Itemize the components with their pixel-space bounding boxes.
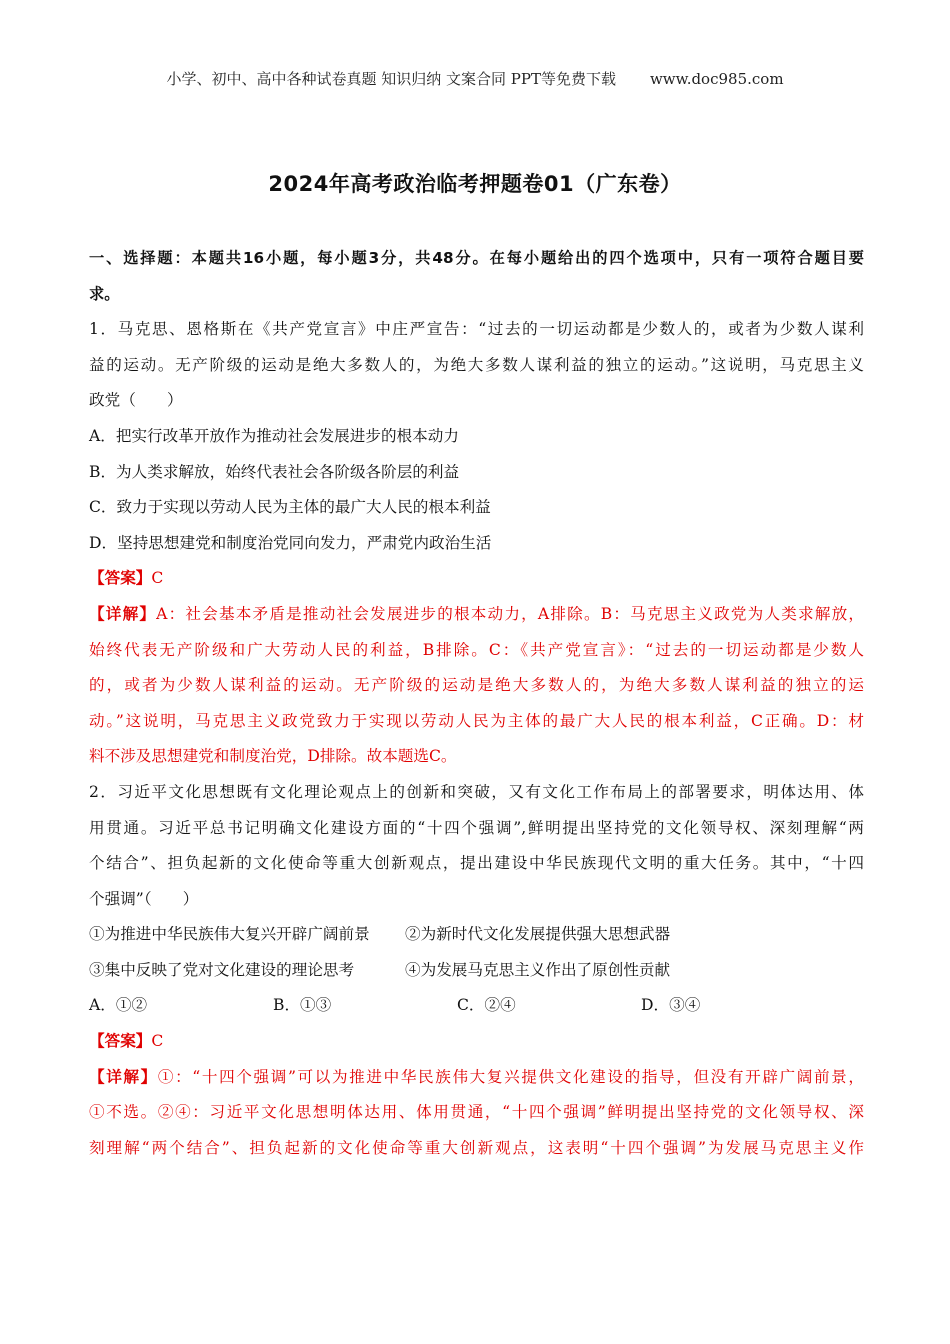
q2-stem-line-1: 2．习近平文化思想既有文化理论观点上的创新和突破，又有文化工作布局上的部署要求，明体达用、体	[89, 782, 864, 801]
q2-stem-line-3: 个结合”、担负起新的文化使命等重大创新观点，提出建设中华民族现代文明的重大任务。其中，“十四	[89, 854, 864, 873]
q2-option-a: A．①②	[89, 996, 148, 1015]
section-heading-line-1: 一、选择题：本题共16小题，每小题3分，共48分。在每小题给出的四个选项中，只有一项符合题目要	[89, 249, 864, 267]
q1-detail-line-1	[89, 597, 864, 633]
q2-detail-line-2: ①不选。②④：习近平文化思想明体达用、体用贯通，“十四个强调”鲜明提出坚持党的文化领导权、深	[89, 1103, 864, 1122]
q1-stem-line-2: 益的运动。无产阶级的运动是绝大多数人的，为绝大多数人谋利益的独立的运动。”这说明，马克思主义	[89, 355, 864, 374]
q2-answer-label: 【答案】	[89, 1032, 152, 1051]
q1-stem-line-1: 1．马克思、恩格斯在《共产党宣言》中庄严宣告：“过去的一切运动都是少数人的，或者为少数人谋利	[89, 320, 864, 339]
q2-detail-label: 【详解】	[89, 1067, 158, 1086]
exam-title: 2024年高考政治临考押题卷01（广东卷）	[268, 172, 682, 196]
page-header	[0, 68, 950, 89]
q2-option-c: C．②④	[457, 996, 516, 1015]
q2-statements-row-1	[89, 917, 864, 953]
q1-detail-line-5: 料不涉及思想建党和制度治党，D排除。故本题选C。	[89, 747, 457, 766]
q1-answer	[89, 561, 864, 597]
q1-detail-label: 【详解】	[89, 604, 157, 623]
header-site-link[interactable]: www.doc985.com	[649, 70, 784, 88]
q2-statement-4: ④为发展马克思主义作出了原创性贡献	[405, 960, 671, 979]
q1-detail-line-4: 动。”这说明，马克思主义政党致力于实现以劳动人民为主体的最广大人民的根本利益，C正确。D：材	[89, 711, 864, 730]
header-text: 小学、初中、高中各种试卷真题 知识归纳 文案合同 PPT等免费下载	[166, 70, 616, 88]
q2-answer-value: C	[151, 1032, 164, 1051]
q2-statement-2: ②为新时代文化发展提供强大思想武器	[405, 925, 671, 944]
q1-option-c: C．致力于实现以劳动人民为主体的最广大人民的根本利益	[89, 498, 491, 517]
q1-answer-label: 【答案】	[89, 569, 152, 588]
q1-stem-line-3: 政党（ ）	[89, 391, 183, 410]
exam-content	[89, 241, 864, 1166]
q2-options	[89, 988, 864, 1024]
q1-answer-value: C	[151, 569, 164, 588]
q2-detail-text-1: ①：“十四个强调”可以为推进中华民族伟大复兴提供文化建设的指导，但没有开辟广阔前景，	[157, 1067, 864, 1086]
q1-detail-line-3: 的，或者为少数人谋利益的运动。无产阶级的运动是绝大多数人的，为绝大多数人谋利益的独立的运	[89, 676, 864, 695]
q2-statement-1: ①为推进中华民族伟大复兴开辟广阔前景	[89, 925, 370, 944]
q1-option-d: D．坚持思想建党和制度治党同向发力，严肃党内政治生活	[89, 533, 492, 552]
q1-option-b: B．为人类求解放，始终代表社会各阶级各阶层的利益	[89, 462, 460, 481]
q1-detail-text-1: A：社会基本矛盾是推动社会发展进步的根本动力，A排除。B：马克思主义政党为人类求解放，	[156, 604, 864, 623]
q2-statement-3: ③集中反映了党对文化建设的理论思考	[89, 960, 355, 979]
q2-option-b: B．①③	[273, 996, 332, 1015]
q2-option-d: D．③④	[641, 996, 701, 1015]
section-heading-line-2: 求。	[89, 284, 120, 303]
q2-detail-line-1	[89, 1060, 864, 1096]
q1-detail-line-2: 始终代表无产阶级和广大劳动人民的利益，B排除。C：《共产党宣言》：“过去的一切运动都是少数人	[89, 640, 864, 659]
q2-stem-line-4: 个强调”（ ）	[89, 889, 199, 908]
q1-option-a: A．把实行改革开放作为推动社会发展进步的根本动力	[89, 426, 459, 445]
q2-stem-line-2: 用贯通。习近平总书记明确文化建设方面的“十四个强调”,鲜明提出坚持党的文化领导权、深刻理解“两	[89, 818, 864, 837]
q2-answer	[89, 1024, 864, 1060]
q2-statements-row-2	[89, 953, 864, 989]
q2-detail-line-3: 刻理解“两个结合”、担负起新的文化使命等重大创新观点，这表明“十四个强调”为发展马克思主义作	[89, 1138, 864, 1157]
